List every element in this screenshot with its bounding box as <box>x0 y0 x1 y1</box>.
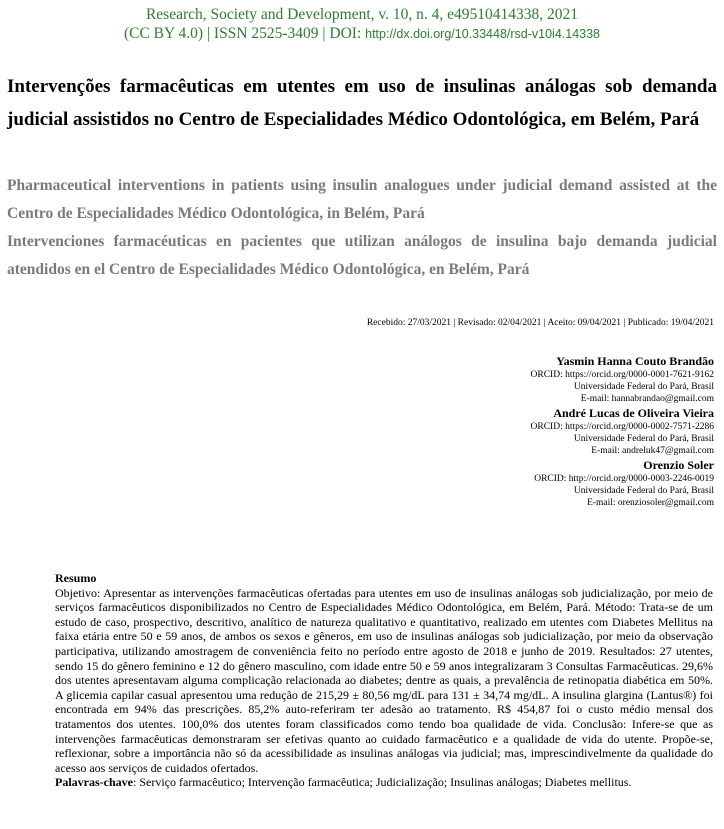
journal-citation: Research, Society and Development, v. 10, n. 4, e49510414338, 2021 <box>145 6 579 23</box>
authors-block <box>314 353 714 509</box>
abstract-section <box>55 571 713 790</box>
author-orcid[interactable]: ORCID: https://orcid.org/0000-0002-7571-2286 <box>530 422 714 432</box>
doi-link[interactable]: http://dx.doi.org/10.33448/rsd-v10i4.14338 <box>365 27 601 41</box>
keywords-label: Palavras-chave <box>55 775 133 790</box>
author-name: Yasmin Hanna Couto Brandão <box>556 354 714 368</box>
author-orcid[interactable]: ORCID: http://orcid.org/0000-0003-2246-0019 <box>534 474 714 484</box>
title-spanish: Intervenciones farmacéuticas en pacientes que utilizan análogos de insulina bajo demanda judicial atendidos en el Centro de Especialidades Médico Odontológica, en Belém, Pará <box>7 233 717 278</box>
author-entry <box>314 405 714 457</box>
author-affiliation: Universidade Federal do Pará, Brasil <box>573 434 714 444</box>
license-issn-text: (CC BY 4.0) | ISSN 2525-3409 | DOI: <box>123 25 366 42</box>
author-email[interactable]: E-mail: hannabrandao@gmail.com <box>580 394 714 404</box>
author-orcid[interactable]: ORCID: https://orcid.org/0000-0001-7621-9162 <box>530 370 714 380</box>
journal-header <box>0 5 724 44</box>
author-affiliation: Universidade Federal do Pará, Brasil <box>573 382 714 392</box>
abstract-heading: Resumo <box>55 571 97 585</box>
author-entry <box>314 457 714 509</box>
author-email[interactable]: E-mail: orenziosoler@gmail.com <box>587 498 714 508</box>
author-name: Orenzio Soler <box>643 458 714 472</box>
title-portuguese: Intervenções farmacêuticas em utentes em uso de insulinas análogas sob demanda judicial assistidos no Centro de Especialidades Médico Odontológica, em Belém, Pará <box>7 76 717 130</box>
keywords <box>55 775 713 790</box>
abstract-body: Objetivo: Apresentar as intervenções farmacêuticas ofertadas para utentes em uso de insulinas análogas sob judicialização, por meio de serviços farmacêuticos disponibilizados no Centro de Especialidades Médico Odontológica, em Belém, Pará. Método: Trata-se de um estudo de caso, prospectivo, descritivo, analítico de natureza qualitativo e quantitativo, realizado em utentes com Diabetes Mellitus na faixa etária entre 50 e 59 anos, de ambos os sexos e gêneros, em uso de insulinas análogas sob judicialização, por meio da observação participativa, utilizando amostragem de conveniência feito no período entre agosto de 2018 e junho de 2019. Resultados: 27 utentes, sendo 15 do gênero feminino e 12 do gênero masculino, com idade entre 50 e 59 anos integralizaram 3 Consultas Farmacêuticas. 29,6% dos utentes apresentavam alguma complicação relacionada ao diabetes; dentre as quais, a prevalência de retinopatia diabética em 50%. A glicemia capilar casual apresentou uma redução de 215,29 ± 80,56 mg/dL para 131 ± 34,74 mg/dL. A insulina glargina (Lantus®) foi encontrada em 94% das prescrições. 85,2% auto-referiram ter adesão ao tratamento. R$ 454,87 foi o custo médio mensal dos tratamentos dos utentes. 100,0% dos utentes foram classificados como tendo boa qualidade de vida. Conclusão: Infere-se que as intervenções farmacêuticas demonstraram ser efetivas quanto ao cuidado farmacêutico e a qualidade de vida do utente. Propõe-se, reflexionar, sobre a importância não só da acessibilidade as insulinas análogas via judicial; mas, imprescindivelmente da qualidade do acesso aos serviços de cuidados ofertados. <box>55 585 713 775</box>
title-english: Pharmaceutical interventions in patients using insulin analogues under judicial demand assisted at the Centro de Especialidades Médico Odontológica, in Belém, Pará <box>7 177 717 222</box>
submission-dates: Recebido: 27/03/2021 | Revisado: 02/04/2021 | Aceito: 09/04/2021 | Publicado: 19/04/2021 <box>366 318 714 328</box>
author-email[interactable]: E-mail: andreluk47@gmail.com <box>591 446 714 456</box>
author-affiliation: Universidade Federal do Pará, Brasil <box>573 486 714 496</box>
author-name: André Lucas de Oliveira Vieira <box>553 406 714 420</box>
author-entry <box>314 353 714 405</box>
license-issn-doi <box>0 24 724 44</box>
keywords-list: : Serviço farmacêutico; Intervenção farmacêutica; Judicialização; Insulinas análogas; Diabetes mellitus. <box>132 775 632 790</box>
